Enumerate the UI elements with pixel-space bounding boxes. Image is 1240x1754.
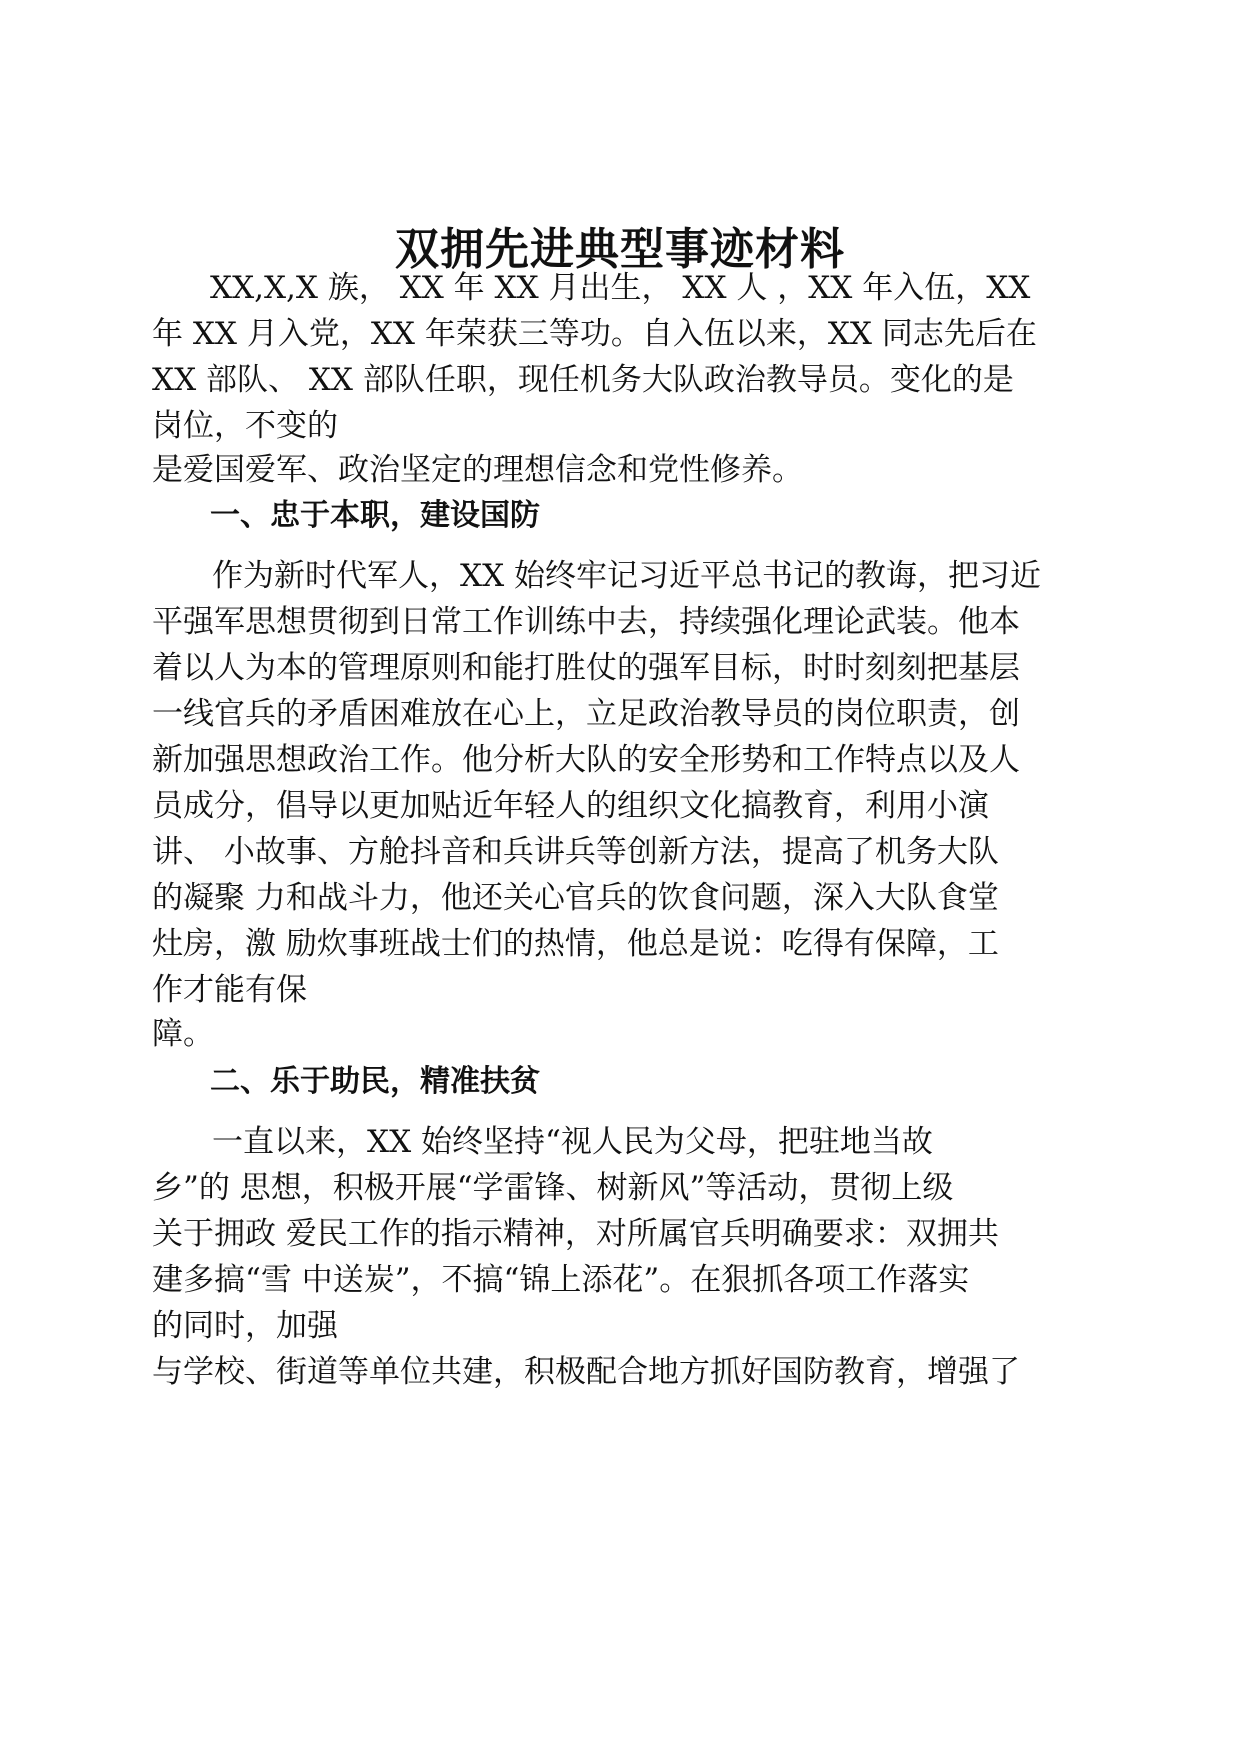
paragraph-line: 关于拥政 爱民工作的指示精神，对所属官兵明确要求：双拥共 bbox=[152, 1216, 999, 1252]
paragraph-line: 建多搞“雪 中送炭”，不搞“锦上添花”。在狠抓各项工作落实 bbox=[152, 1262, 970, 1298]
intro-line: 年 XX 月入党，XX 年荣获三等功。自入伍以来，XX 同志先后在 bbox=[152, 316, 1037, 352]
paragraph-line: 的凝聚 力和战斗力，他还关心官兵的饮食问题，深入大队食堂 bbox=[152, 880, 999, 916]
paragraph-line: 新加强思想政治工作。他分析大队的安全形势和工作特点以及人 bbox=[152, 742, 1020, 778]
paragraph-line: 作为新时代军人，XX 始终牢记习近平总书记的教诲，把习近 bbox=[212, 558, 1041, 594]
paragraph-line: 平强军思想贯彻到日常工作训练中去，持续强化理论武装。他本 bbox=[152, 604, 1020, 640]
paragraph-line: 与学校、街道等单位共建，积极配合地方抓好国防教育，增强了 bbox=[152, 1354, 1020, 1390]
intro-line: 是爱国爱军、政治坚定的理想信念和党性修养。 bbox=[152, 452, 803, 488]
paragraph-line: 着以人为本的管理原则和能打胜仗的强军目标，时时刻刻把基层 bbox=[152, 650, 1020, 686]
paragraph-line: 员成分，倡导以更加贴近年轻人的组织文化搞教育，利用小演 bbox=[152, 788, 989, 824]
paragraph-line: 的同时，加强 bbox=[152, 1308, 338, 1344]
intro-line: XX 部队、 XX 部队任职，现任机务大队政治教导员。变化的是 bbox=[152, 362, 1014, 398]
paragraph-line: 作才能有保 bbox=[152, 972, 307, 1008]
paragraph-line: 一直以来，XX 始终坚持“视人民为父母，把驻地当故 bbox=[212, 1124, 933, 1160]
paragraph-line: 灶房，激 励炊事班战士们的热情，他总是说：吃得有保障，工 bbox=[152, 926, 999, 962]
paragraph-line: 障。 bbox=[152, 1016, 214, 1052]
paragraph-line: 讲、 小故事、方舱抖音和兵讲兵等创新方法，提高了机务大队 bbox=[152, 834, 999, 870]
paragraph-line: 乡”的 思想，积极开展“学雷锋、树新风”等活动，贯彻上级 bbox=[152, 1170, 954, 1206]
section-heading-1: 一、忠于本职，建设国防 bbox=[210, 498, 540, 533]
document-title: 双拥先进典型事迹材料 bbox=[395, 224, 845, 275]
paragraph-line: 一线官兵的矛盾困难放在心上，立足政治教导员的岗位职责，创 bbox=[152, 696, 1020, 732]
section-heading-2: 二、乐于助民，精准扶贫 bbox=[210, 1064, 540, 1099]
intro-line: 岗位，不变的 bbox=[152, 408, 338, 444]
intro-line: XX,X,X 族， XX 年 XX 月出生， XX 人 ，XX 年入伍，XX bbox=[210, 270, 1031, 306]
